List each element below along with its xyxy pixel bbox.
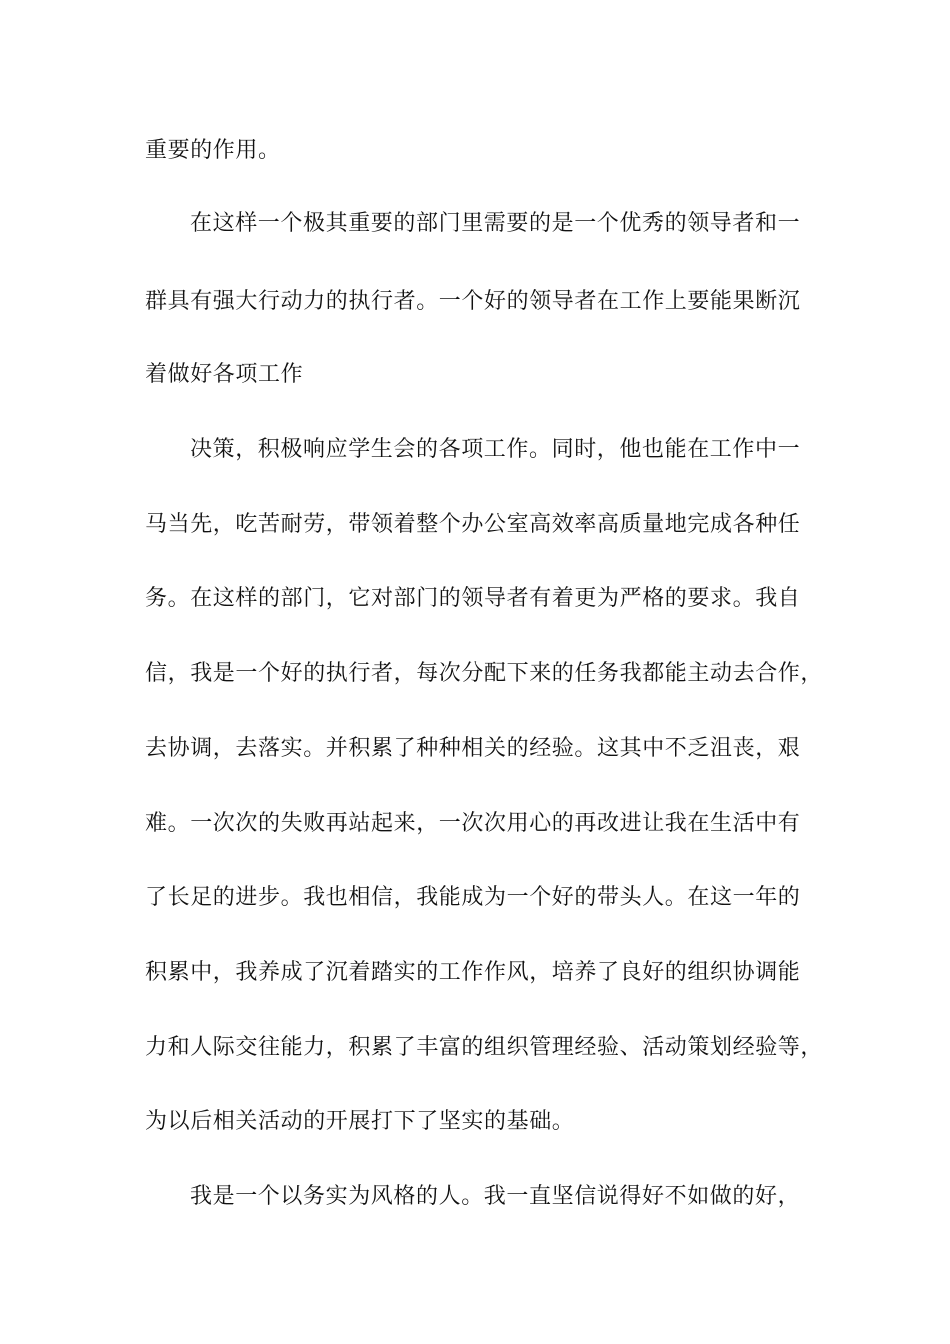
paragraph-line: 力和人际交往能力，积累了丰富的组织管理经验、活动策划经验等， [145,1035,824,1060]
paragraph-line: 去协调，去落实。并积累了种种相关的经验。这其中不乏沮丧，艰 [145,736,801,761]
paragraph-line: 着做好各项工作 [145,362,304,387]
paragraph-line: 我是一个以务实为风格的人。我一直坚信说得好不如做的好， [190,1184,801,1209]
paragraph-line: 马当先，吃苦耐劳，带领着整个办公室高效率高质量地完成各种任 [145,512,801,537]
paragraph-line: 难。一次次的失败再站起来，一次次用心的再改进让我在生活中有 [145,811,801,836]
paragraph-line: 务。在这样的部门，它对部门的领导者有着更为严格的要求。我自 [145,586,801,611]
paragraph-line: 为以后相关活动的开展打下了坚实的基础。 [145,1109,575,1134]
paragraph-line: 了长足的进步。我也相信，我能成为一个好的带头人。在这一年的 [145,885,801,910]
paragraph-line: 重要的作用。 [145,138,281,163]
paragraph-line: 积累中，我养成了沉着踏实的工作作风，培养了良好的组织协调能 [145,960,801,985]
paragraph-line: 群具有强大行动力的执行者。一个好的领导者在工作上要能果断沉 [145,289,801,314]
paragraph-line: 在这样一个极其重要的部门里需要的是一个优秀的领导者和一 [190,211,801,236]
paragraph-line: 决策，积极响应学生会的各项工作。同时，他也能在工作中一 [190,437,801,462]
paragraph-line: 信，我是一个好的执行者，每次分配下来的任务我都能主动去合作， [145,661,824,686]
